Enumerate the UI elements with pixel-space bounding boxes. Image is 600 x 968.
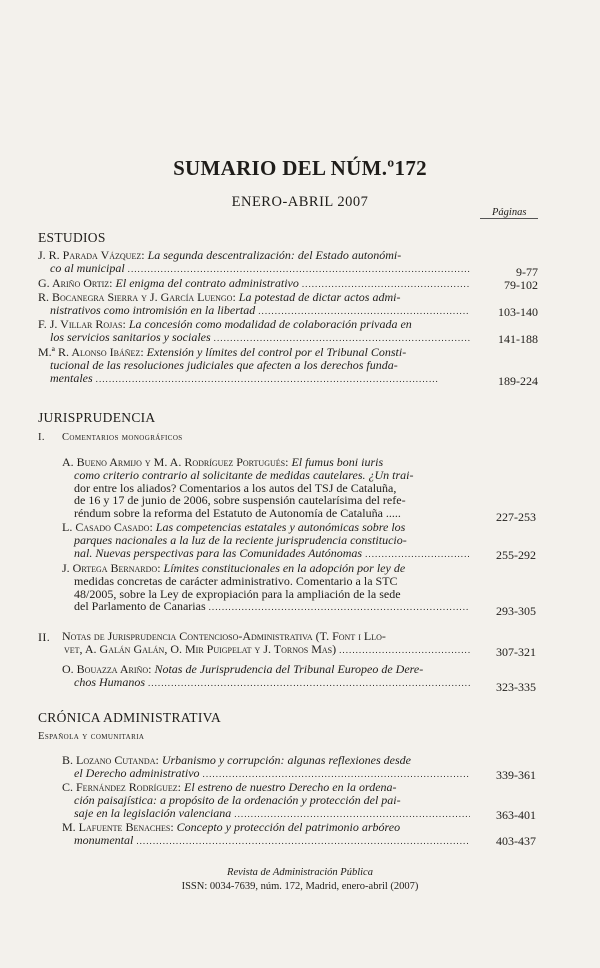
entry-title-cont: parques nacionales a la luz de la reciente jurisprudencia constitucio-: [74, 532, 407, 547]
entry-author: J. Ortega Bernardo:: [62, 561, 161, 575]
toc-entry: [62, 562, 470, 614]
entry-title-cont: mentales: [50, 370, 93, 385]
entry-title-cont: ción paisajística: a propósito de la ordenación y protección del pai-: [74, 792, 401, 807]
toc-entry: [62, 521, 470, 560]
section-estudios: ESTUDIOS: [38, 230, 106, 245]
entry-title: La segunda descentralización: del Estado autonómi-: [147, 248, 402, 262]
entry-pages: 363-401: [496, 808, 536, 822]
entry-title-cont: tucional de las resoluciones judiciales que afecten a los derechos funda-: [50, 357, 398, 372]
entry-author: B. Lozano Cutanda:: [62, 753, 159, 767]
footer-issn: ISSN: 0034-7639, núm. 172, Madrid, enero-abril (2007): [181, 881, 419, 892]
entry-title-cont: medidas concretas de carácter administrativo. Comentario a la STC: [74, 573, 398, 588]
entry-title-cont: de 16 y 17 de junio de 2006, sobre suspensión cautelarísima del refe-: [74, 493, 406, 508]
entry-title: Notas de Jurisprudencia del Tribunal Europeo de Dere-: [154, 662, 424, 676]
footer-journal: Revista de Administración Pública: [227, 867, 373, 878]
entry-author: C. Fernández Rodríguez:: [62, 780, 182, 794]
entry-title-cont: como criterio contrario al solicitante de medidas cautelares. ¿Un trai-: [74, 467, 414, 482]
subsection-number: II.: [38, 630, 51, 644]
toc-entry: [38, 346, 470, 385]
toc-entry: [62, 754, 470, 781]
toc-entry: [38, 249, 470, 276]
page-title: SUMARIO DEL NÚM.º172: [173, 156, 427, 180]
entry-pages: 403-437: [496, 834, 536, 848]
subsection-number: I.: [38, 432, 45, 443]
entry-author: R. Bocanegra Sierra y J. García Luengo:: [38, 290, 236, 304]
subsection-comentarios: Comentarios monográficos: [62, 432, 183, 443]
entry-author: L. Casado Casado:: [62, 520, 153, 534]
entry-title-cont: dor entre los aliados? Comentarios a los autos del TSJ de Cataluña,: [74, 480, 397, 495]
toc-entry: [38, 277, 470, 291]
entry-title: El estreno de nuestro Derecho en la ordena-: [184, 780, 397, 794]
entry-author: F. J. Villar Rojas:: [38, 317, 126, 331]
entry-pages: 189-224: [498, 374, 538, 388]
entry-title-cont: réndum sobre la reforma del Estatuto de Autonomía de Cataluña .....: [74, 506, 401, 521]
toc-entry: [62, 821, 470, 848]
entry-author: O. Bouazza Ariño:: [62, 662, 152, 676]
entry-pages: 79-102: [504, 278, 538, 292]
entry-pages: 255-292: [496, 548, 536, 562]
pages-column-header: Páginas: [492, 207, 527, 218]
entry-pages: 227-253: [496, 510, 536, 524]
entry-title: La potestad de dictar actos admi-: [238, 290, 401, 304]
entry-pages: 9-77: [516, 265, 538, 279]
entry-pages: 141-188: [498, 332, 538, 346]
entry-pages: 307-321: [496, 645, 536, 659]
entry-title: El fumus boni iuris: [291, 455, 384, 469]
section-cronica: CRÓNICA ADMINISTRATIVA: [38, 710, 221, 725]
toc-entry: [62, 456, 470, 520]
entry-title-cont: los servicios sanitarios y sociales: [50, 329, 211, 344]
toc-entry: [38, 291, 470, 318]
entry-author: M.ª R. Alonso Ibáñez:: [38, 345, 144, 359]
entry-title: Concepto y protección del patrimonio arbóreo: [176, 820, 401, 834]
entry-title: Las competencias estatales y autonómicas sobre los: [155, 520, 406, 534]
entry-title-cont: vet, A. Galán Galán, O. Mir Puigpelat y J. Tornos Mas): [64, 641, 337, 656]
entry-title-cont: co al municipal: [50, 260, 125, 275]
entry-title: Urbanismo y corrupción: algunas reflexiones desde: [161, 753, 411, 767]
entry-title-cont: nistrativos como intromisión en la libertad: [50, 302, 256, 317]
entry-title-cont: nal. Nuevas perspectivas para las Comunidades Autónomas: [74, 545, 363, 560]
entry-pages: 339-361: [496, 768, 536, 782]
toc-entry: [38, 318, 470, 345]
entry-pages: 103-140: [498, 305, 538, 319]
entry-author: J. R. Parada Vázquez:: [38, 248, 145, 262]
entry-pages: 293-305: [496, 604, 536, 618]
entry-title: El enigma del contrato administrativo: [115, 276, 299, 290]
toc-entry: [62, 663, 470, 690]
entry-title: Notas de Jurisprudencia Contencioso-Administrativa (T. Font i Llo-: [62, 629, 386, 643]
issue-date: ENERO-ABRIL 2007: [231, 194, 369, 210]
entry-title-cont: 48/2005, sobre la Ley de expropiación para la ampliación de la sede: [74, 586, 401, 601]
entry-title: Límites constitucionales en la adopción por ley de: [163, 561, 406, 575]
toc-entry: [62, 781, 470, 820]
entry-title-cont: saje en la legislación valenciana: [74, 805, 232, 820]
section-jurisprudencia: JURISPRUDENCIA: [38, 410, 156, 425]
entry-title-cont: el Derecho administrativo: [74, 765, 200, 780]
entry-title-cont: del Parlamento de Canarias: [74, 599, 206, 614]
entry-author: G. Ariño Ortiz:: [38, 276, 113, 290]
entry-title: Extensión y límites del control por el Tribunal Consti-: [146, 345, 407, 359]
entry-title-cont: monumental: [74, 832, 134, 847]
subsection-espanola: Española y comunitaria: [38, 731, 145, 742]
toc-entry: [62, 630, 470, 657]
pages-header-rule: [480, 218, 538, 219]
entry-author: M. Lafuente Benaches:: [62, 820, 174, 834]
entry-author: A. Bueno Armijo y M. A. Rodríguez Portugués:: [62, 455, 289, 469]
entry-pages: 323-335: [496, 680, 536, 694]
entry-title-cont: chos Humanos: [74, 674, 145, 689]
entry-title: La concesión como modalidad de colaboración privada en: [128, 317, 412, 331]
